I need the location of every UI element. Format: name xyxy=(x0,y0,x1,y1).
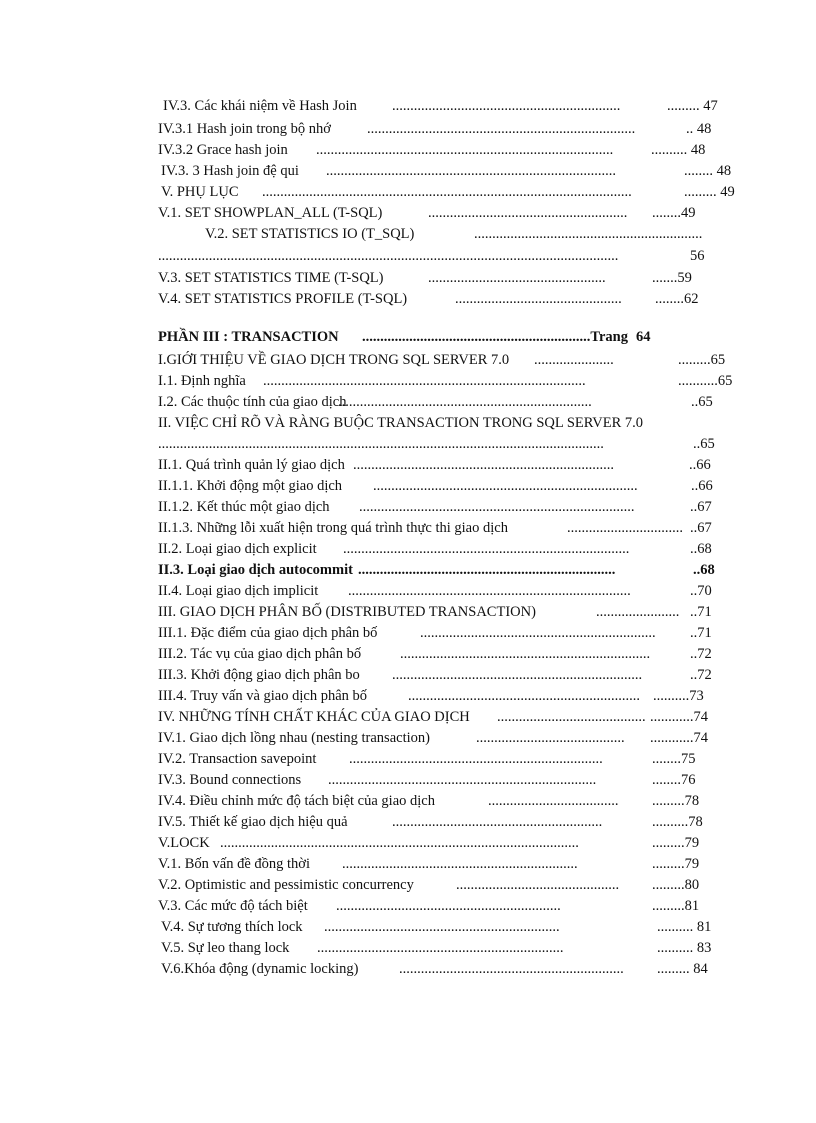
toc-entry-page: .........80 xyxy=(652,877,700,893)
toc-entry-leader: .......................................................................... xyxy=(328,772,597,788)
toc-entry-leader: .................................................................... xyxy=(317,940,564,956)
toc-entry-leader: ............................................................................ xyxy=(359,499,635,515)
toc-entry-page: ........49 xyxy=(652,205,696,221)
toc-entry-title: V.4. Sự tương thích lock xyxy=(161,919,303,935)
toc-entry xyxy=(0,392,816,412)
toc-entry-leader: ............................................................................................................................... xyxy=(158,248,619,264)
toc-entry-leader: ...................................................................................................... xyxy=(262,184,632,200)
toc-entry-leader: ......................................................................................... xyxy=(263,373,586,389)
toc-entry-title: V.2. SET STATISTICS IO (T_SQL) xyxy=(205,226,415,242)
toc-entry-title: IV.3. 3 Hash join đệ qui xyxy=(161,163,299,179)
toc-entry-leader: ............................................................... xyxy=(392,98,621,114)
toc-entry xyxy=(0,268,816,288)
toc-entry xyxy=(0,182,816,202)
toc-entry xyxy=(0,350,816,370)
toc-entry-page: 56 xyxy=(690,248,705,264)
toc-entry-page: ........76 xyxy=(652,772,696,788)
toc-entry-title: III. GIAO DỊCH PHÂN BỐ (DISTRIBUTED TRANSACTION) xyxy=(158,604,536,620)
toc-entry-leader: .............................................................. xyxy=(336,898,561,914)
toc-entry-title: II.1. Quá trình quản lý giao dịch xyxy=(158,457,345,473)
toc-entry-title: IV.3. Các khái niệm về Hash Join xyxy=(163,98,357,114)
toc-entry-title: II.1.1. Khởi động một giao dịch xyxy=(158,478,343,494)
toc-entry-title: II.1.3. Những lỗi xuất hiện trong quá trình thực thi giao dịch xyxy=(158,520,508,536)
toc-entry-title: V.5. Sự leo thang lock xyxy=(161,940,290,956)
toc-entry-title: V.LOCK xyxy=(158,835,210,851)
toc-entry-page: ..67 xyxy=(690,520,712,536)
toc-entry-page: ........ 48 xyxy=(684,163,732,179)
toc-entry-page: .........81 xyxy=(652,898,700,914)
toc-entry-title: I.2. Các thuộc tính của giao dịch xyxy=(158,394,347,410)
toc-entry xyxy=(0,749,816,769)
toc-entry-leader: ........................................................................................................................... xyxy=(158,436,604,452)
toc-entry-page: ..68 xyxy=(690,541,712,557)
toc-entry-leader: ................................................. xyxy=(428,270,606,286)
toc-entry-leader: ...............................................................Trang xyxy=(362,329,628,345)
toc-entry-title: IV.5. Thiết kế giao dịch hiệu quả xyxy=(158,814,348,830)
toc-entry xyxy=(0,896,816,916)
toc-entry-page: ..65 xyxy=(693,436,715,452)
toc-entry-title: II.2. Loại giao dịch explicit xyxy=(158,541,317,557)
toc-entry-leader: ......................................... xyxy=(497,709,646,725)
toc-entry xyxy=(0,289,816,309)
toc-entry-title: V.3. SET STATISTICS TIME (T-SQL) xyxy=(158,270,384,286)
toc-entry xyxy=(0,119,816,139)
toc-entry-leader: .............................................................. xyxy=(399,961,624,977)
toc-entry-page: .......... 83 xyxy=(657,940,712,956)
toc-entry-title: V.1. SET SHOWPLAN_ALL (T-SQL) xyxy=(158,205,383,221)
toc-entry-page: ..........73 xyxy=(653,688,704,704)
toc-entry-title: PHẦN III : TRANSACTION xyxy=(158,329,339,345)
toc-entry xyxy=(0,770,816,790)
toc-entry-page: 64 xyxy=(636,329,651,345)
toc-entry-title: IV.3.1 Hash join trong bộ nhớ xyxy=(158,121,331,137)
toc-entry-page: ..71 xyxy=(690,604,712,620)
toc-entry xyxy=(0,140,816,160)
toc-entry xyxy=(0,539,816,559)
toc-entry-leader: ................................................................................ xyxy=(326,163,616,179)
toc-entry-leader: .................................................................................. xyxy=(316,142,614,158)
toc-entry-title: V.3. Các mức độ tách biệt xyxy=(158,898,308,914)
toc-entry-leader: ...................... xyxy=(534,352,614,368)
toc-entry xyxy=(0,602,816,622)
toc-entry-leader: ...................................................................... xyxy=(349,751,603,767)
toc-entry xyxy=(0,686,816,706)
toc-entry-page: ..68 xyxy=(693,562,715,578)
toc-entry-page: ...........65 xyxy=(678,373,733,389)
toc-entry-title: II.1.2. Kết thúc một giao dịch xyxy=(158,499,330,515)
toc-entry-page: ..66 xyxy=(689,457,711,473)
toc-entry xyxy=(0,707,816,727)
toc-entry-title: IV.2. Transaction savepoint xyxy=(158,751,317,767)
toc-entry xyxy=(0,246,816,266)
toc-entry-leader: ...................................................................... xyxy=(338,394,592,410)
toc-entry-leader: ..................................................................... xyxy=(392,667,643,683)
toc-entry-title: I.GIỚI THIỆU VỀ GIAO DỊCH TRONG SQL SERVER 7.0 xyxy=(158,352,510,368)
toc-entry xyxy=(0,476,816,496)
toc-entry xyxy=(0,518,816,538)
toc-entry xyxy=(0,875,816,895)
toc-entry-leader: .............................................. xyxy=(455,291,622,307)
toc-entry xyxy=(0,938,816,958)
toc-entry-page: .......59 xyxy=(652,270,692,286)
toc-entry-title: V.6.Khóa động (dynamic locking) xyxy=(161,961,359,977)
toc-entry-title: II. VIỆC CHỈ RÕ VÀ RÀNG BUỘC TRANSACTION TRONG SQL SERVER 7.0 xyxy=(158,415,644,431)
toc-entry xyxy=(0,791,816,811)
toc-entry xyxy=(0,371,816,391)
toc-entry-title: V.4. SET STATISTICS PROFILE (T-SQL) xyxy=(158,291,408,307)
toc-entry-leader: ....................... xyxy=(596,604,680,620)
toc-entry-title: IV.4. Điều chỉnh mức độ tách biệt của giao dịch xyxy=(158,793,435,809)
toc-entry-page: .......... 48 xyxy=(651,142,706,158)
toc-entry-page: ........75 xyxy=(652,751,696,767)
toc-entry-page: ..........78 xyxy=(652,814,703,830)
toc-entry-leader: ......................................................................... xyxy=(373,478,638,494)
toc-entry-leader: ............................................. xyxy=(456,877,620,893)
toc-entry xyxy=(0,959,816,979)
toc-entry-page: ..71 xyxy=(690,625,712,641)
toc-entry-page: ..66 xyxy=(691,478,713,494)
toc-entry-leader: .............................................................................. xyxy=(348,583,631,599)
toc-entry-page: ......... 84 xyxy=(657,961,708,977)
toc-entry-leader: ................................................................ xyxy=(408,688,640,704)
toc-entry xyxy=(0,581,816,601)
toc-entry xyxy=(0,203,816,223)
toc-entry-title: IV.3.2 Grace hash join xyxy=(158,142,288,158)
toc-entry xyxy=(0,833,816,853)
toc-entry-title: V.1. Bốn vấn đề đồng thời xyxy=(158,856,310,872)
toc-entry xyxy=(0,413,816,433)
toc-entry-title: V. PHỤ LỤC xyxy=(161,184,239,200)
toc-entry xyxy=(0,728,816,748)
toc-entry-page: .........65 xyxy=(678,352,726,368)
toc-entry-page: ............74 xyxy=(650,709,708,725)
toc-entry-leader: ....................................................................... xyxy=(358,562,616,578)
toc-entry xyxy=(0,497,816,517)
toc-entry-title: IV.3. Bound connections xyxy=(158,772,302,788)
toc-entry-page: .. 48 xyxy=(686,121,712,137)
toc-entry-title: IV.1. Giao dịch lồng nhau (nesting transaction) xyxy=(158,730,430,746)
toc-entry-leader: .................................... xyxy=(488,793,619,809)
toc-entry-leader: .......................................................... xyxy=(392,814,603,830)
toc-entry-title: III.1. Đặc điểm của giao dịch phân bố xyxy=(158,625,378,641)
toc-entry xyxy=(0,455,816,475)
toc-entry-page: ............74 xyxy=(650,730,708,746)
toc-entry-title: I.1. Định nghĩa xyxy=(158,373,246,389)
toc-entry xyxy=(0,665,816,685)
toc-entry-leader: ................................................................................................... xyxy=(220,835,579,851)
toc-entry-title: IV. NHỮNG TÍNH CHẤT KHÁC CỦA GIAO DỊCH xyxy=(158,709,470,725)
toc-entry-leader: ......................................... xyxy=(476,730,625,746)
toc-entry-leader: ....................................................... xyxy=(428,205,628,221)
toc-entry-leader: ........................................................................ xyxy=(353,457,614,473)
toc-entry-leader: ............................................................... xyxy=(474,226,703,242)
toc-entry xyxy=(0,644,816,664)
toc-entry xyxy=(0,161,816,181)
toc-entry-page: ..67 xyxy=(690,499,712,515)
toc-entry-leader: ................................................................. xyxy=(420,625,656,641)
toc-entry-page: ..72 xyxy=(690,667,712,683)
toc-entry xyxy=(0,560,816,580)
toc-entry-title: III.2. Tác vụ của giao dịch phân bố xyxy=(158,646,362,662)
toc-entry-title: III.3. Khởi động giao dịch phân bo xyxy=(158,667,360,683)
toc-entry-page: .........78 xyxy=(652,793,700,809)
toc-entry xyxy=(0,224,816,244)
toc-entry xyxy=(0,917,816,937)
toc-entry xyxy=(0,854,816,874)
toc-entry-title: II.3. Loại giao dịch autocommit xyxy=(158,562,353,578)
toc-entry-page: .........79 xyxy=(652,856,700,872)
toc-entry-title: V.2. Optimistic and pessimistic concurrency xyxy=(158,877,414,893)
toc-entry-leader: ............................................................................... xyxy=(343,541,630,557)
toc-entry-page: .........79 xyxy=(652,835,700,851)
toc-entry xyxy=(0,96,816,116)
toc-entry-title: II.4. Loại giao dịch implicit xyxy=(158,583,319,599)
toc-entry xyxy=(0,812,816,832)
toc-entry-leader: ................................ xyxy=(567,520,683,536)
toc-entry-page: .......... 81 xyxy=(657,919,712,935)
toc-entry-leader: ..................................................................... xyxy=(400,646,651,662)
toc-entry xyxy=(0,434,816,454)
toc-entry-leader: .......................................................................... xyxy=(367,121,636,137)
toc-entry-page: ..70 xyxy=(690,583,712,599)
toc-entry xyxy=(0,623,816,643)
toc-entry-page: ..72 xyxy=(690,646,712,662)
toc-entry-title: III.4. Truy vấn và giao dịch phân bố xyxy=(158,688,368,704)
toc-entry-leader: ................................................................. xyxy=(324,919,560,935)
toc-entry-page: ..65 xyxy=(691,394,713,410)
toc-entry xyxy=(0,327,816,347)
toc-entry-page: ......... 49 xyxy=(684,184,735,200)
toc-entry-page: ......... 47 xyxy=(667,98,718,114)
toc-entry-leader: ................................................................. xyxy=(342,856,578,872)
toc-entry-page: ........62 xyxy=(655,291,699,307)
